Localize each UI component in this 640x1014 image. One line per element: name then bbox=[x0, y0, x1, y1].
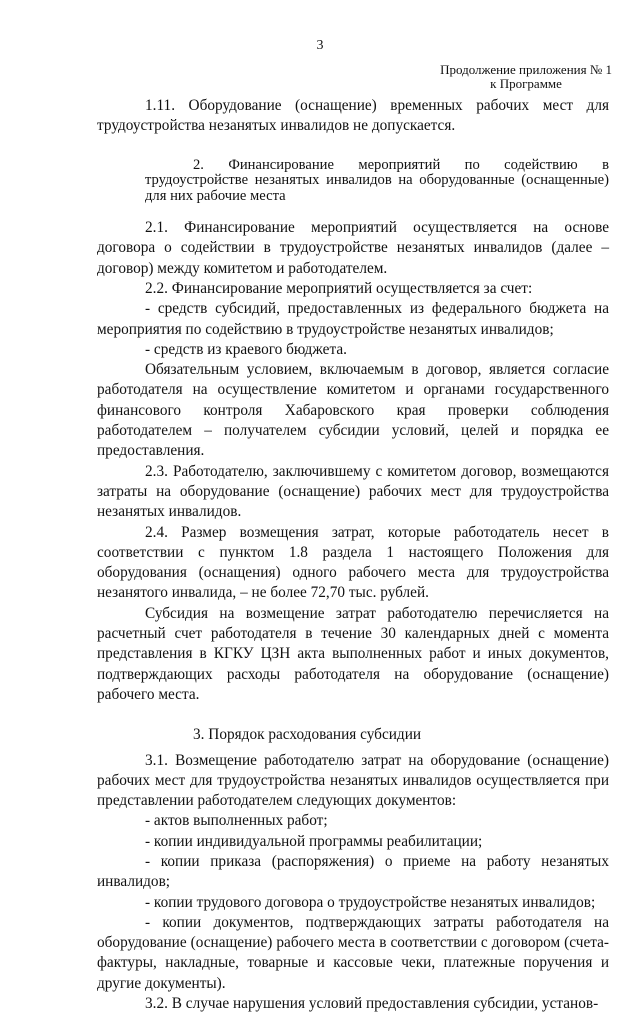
paragraph-1-11: 1.11. Оборудование (оснащение) временных рабочих мест для трудоустройства незанятых инвалидов не допускается. bbox=[97, 97, 609, 135]
list-item-federal-subsidy: - средств субсидий, предоставленных из федерального бюджета на мероприятия по содействию в трудоустройстве незанятых инвалидов; bbox=[97, 300, 609, 338]
document-body bbox=[97, 96, 609, 1014]
paragraph-2-2: 2.2. Финансирование мероприятий осуществляется за счет: bbox=[145, 279, 533, 297]
appendix-header-line-2: к Программе bbox=[490, 76, 562, 91]
paragraph-obligatory-condition: Обязательным условием, включаемым в договор, является согласие работодателя на осуществление комитетом и органами государственного финансового контроля Хабаровского края проверки соблюдения работодателем – получателем субсидии условий, целей и порядка ее предоставления. bbox=[97, 361, 609, 460]
paragraph-2-4: 2.4. Размер возмещения затрат, которые работодатель несет в соответствии с пунктом 1.8 раздела 1 настоящего Положения для оборудования (оснащения) одного рабочего места для трудоустройства незанятого инвалида, – не более 72,70 тыс. рублей. bbox=[97, 523, 609, 602]
list-item-acts: - актов выполненных работ; bbox=[145, 812, 328, 830]
section-3-title: 3. Порядок расходования субсидии bbox=[193, 726, 422, 744]
list-item-regional-budget: - средств из краевого бюджета. bbox=[145, 340, 347, 358]
appendix-header-line-1: Продолжение приложения № 1 bbox=[440, 62, 612, 77]
list-item-rehab-program: - копии индивидуальной программы реабилитации; bbox=[145, 832, 483, 850]
paragraph-3-2: 3.2. В случае нарушения условий предоставления субсидии, установ- bbox=[145, 995, 599, 1013]
paragraph-2-3: 2.3. Работодателю, заключившему с комитетом договор, возмещаются затраты на оборудование (оснащение) рабочих мест для трудоустройства незанятых инвалидов. bbox=[97, 462, 609, 521]
paragraph-subsidy-transfer: Субсидия на возмещение затрат работодателю перечисляется на расчетный счет работодателя в течение 30 календарных дней с момента представления в КГКУ ЦЗН акта выполненных работ и иных документов, подтверждающих расходы работодателя на оборудование (оснащение) рабочего места. bbox=[97, 604, 609, 703]
paragraph-2-1: 2.1. Финансирование мероприятий осуществляется на основе договора о содействии в трудоустройстве незанятых инвалидов (далее – договор) между комитетом и работодателем. bbox=[97, 219, 609, 277]
appendix-header bbox=[440, 63, 612, 91]
section-2-title: 2. Финансирование мероприятий по содействию в трудоустройстве незанятых инвалидов на оборудованные (оснащенные) для них рабочие места bbox=[145, 156, 609, 204]
list-item-expense-documents: - копии документов, подтверждающих затраты работодателя на оборудование (оснащение) рабочего места в соответствии с договором (счета-фактуры, накладные, товарные и кассовые чеки, платежные поручения и другие документы). bbox=[97, 913, 609, 992]
list-item-labor-contract: - копии трудового договора о трудоустройстве незанятых инвалидов; bbox=[145, 893, 596, 911]
paragraph-3-1: 3.1. Возмещение работодателю затрат на оборудование (оснащение) рабочих мест для трудоустройства незанятых инвалидов осуществляется при представлении работодателем следующих документов: bbox=[97, 751, 609, 810]
page-number: 3 bbox=[316, 38, 324, 53]
list-item-hiring-order: - копии приказа (распоряжения) о приеме на работу незанятых инвалидов; bbox=[97, 853, 609, 891]
